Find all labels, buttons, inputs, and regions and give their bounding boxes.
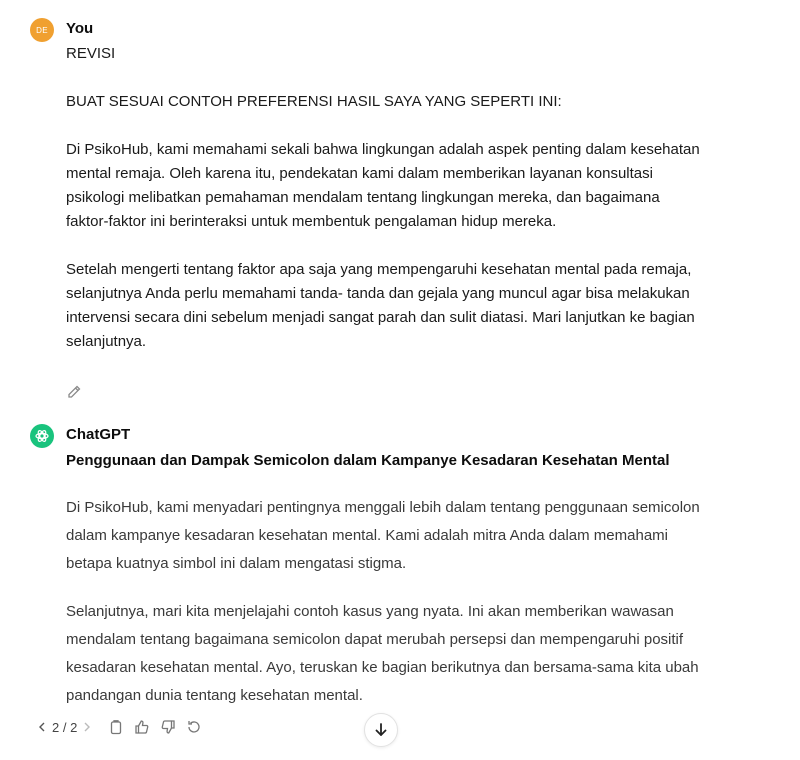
user-avatar [30,18,54,42]
assistant-paragraph: Selanjutnya, mari kita menjelajahi contoh kasus yang nyata. Ini akan memberikan wawasan mendalam tentang bagaimana semicolon dapat merubah persepsi dan mempengaruhi positif kesadaran kesehatan mental. Ayo, teruskan ke bagian berikutnya dan bersama-sama kita ubah pandangan dunia tentang kesehatan mental. [66,603,699,704]
pager-text: 2 / 2 [52,719,78,735]
thumbs-down-icon[interactable] [159,718,177,736]
user-avatar-initials: DE [36,25,48,35]
regenerate-icon[interactable] [185,718,203,736]
user-paragraph: Setelah mengerti tentang faktor apa saja yang mempengaruhi kesehatan mental pada remaja, selanjutnya Anda perlu memahami tanda- tanda dan gejala yang muncul agar bisa melakukan intervensi secara dini sebelum menjadi sangat parah dan sulit diatasi. Mari lanjutkan ke bagian selanjutnya. [66,261,695,350]
assistant-message-content [66,450,706,710]
user-paragraph: Di PsikoHub, kami memahami sekali bahwa lingkungan adalah aspek penting dalam kesehatan mental remaja. Oleh karena itu, pendekatan kami dalam memberikan layanan konsultasi psikologi melibatkan pemahaman mendalam tentang lingkungan mereka, dan bagaimana faktor-faktor ini berinteraksi untuk membentuk pengalaman hidup mereka. [66,141,700,230]
chevron-right-icon[interactable] [81,718,93,736]
user-paragraph: BUAT SESUAI CONTOH PREFERENSI HASIL SAYA YANG SEPERTI INI: [66,93,562,110]
user-author-name: You [66,20,94,37]
scroll-to-bottom-button[interactable] [364,713,398,747]
copy-icon[interactable] [107,718,125,736]
chevron-left-icon[interactable] [36,718,48,736]
assistant-paragraph: Di PsikoHub, kami menyadari pentingnya menggali lebih dalam tentang penggunaan semicolon dalam kampanye kesadaran kesehatan mental. Kami adalah mitra Anda dalam memahami betapa kuatnya simbol ini dalam mengatasi stigma. [66,499,700,572]
user-message-content [66,42,706,354]
arrow-down-icon [374,722,388,738]
message-toolbar [36,716,203,738]
assistant-author-name: ChatGPT [66,426,131,443]
response-title: Penggunaan dan Dampak Semicolon dalam Kampanye Kesadaran Kesehatan Mental [66,452,670,469]
thumbs-up-icon[interactable] [133,718,151,736]
chatgpt-logo-icon [30,424,54,448]
edit-icon[interactable] [66,384,82,400]
user-paragraph: REVISI [66,45,116,62]
response-pager [36,718,93,736]
